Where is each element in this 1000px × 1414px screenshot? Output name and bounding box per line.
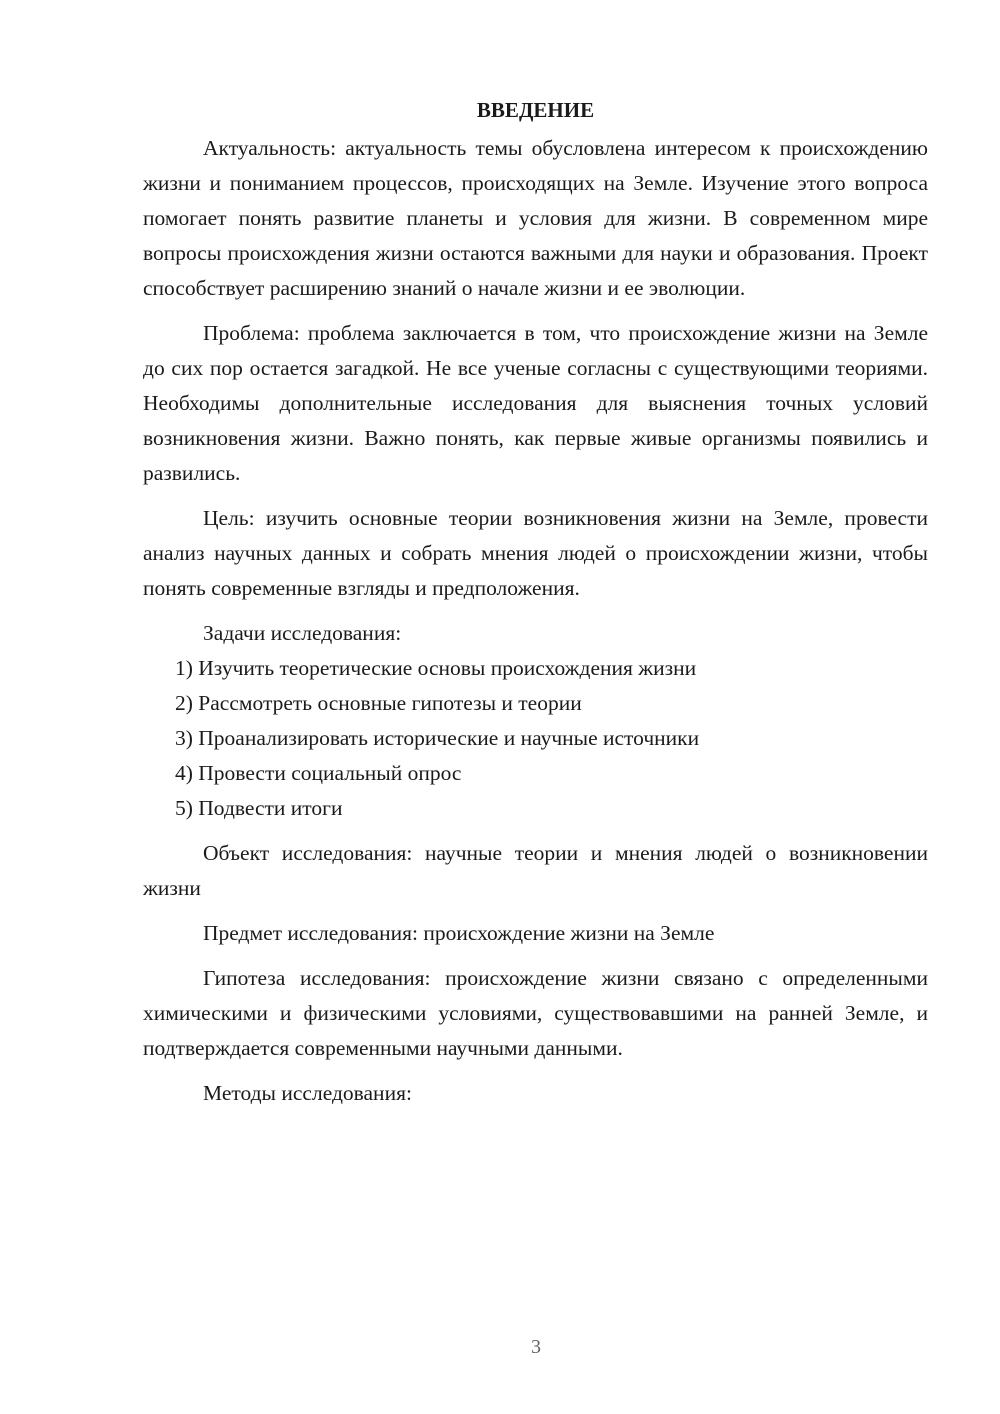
task-item: 3) Проанализировать исторические и научные источники — [175, 726, 700, 750]
methods-heading: Методы исследования: — [203, 1081, 412, 1105]
document-page — [143, 90, 928, 1111]
task-item: 1) Изучить теоретические основы происхождения жизни — [175, 656, 697, 680]
page-title: ВВЕДЕНИЕ — [476, 98, 595, 122]
task-item: 5) Подвести итоги — [175, 796, 343, 820]
object-paragraph: Объект исследования: научные теории и мнения людей о возникновении жизни — [143, 841, 928, 900]
hypothesis-paragraph: Гипотеза исследования: происхождение жизни связано с определенными химическими и физическими условиями, существовавшими на ранней Земле, и подтверждается современными научными данными. — [143, 966, 928, 1060]
problem-paragraph: Проблема: проблема заключается в том, что происхождение жизни на Земле до сих пор остается загадкой. Не все ученые согласны с существующими теориями. Необходимы дополнительные исследования для выяснения точных условий возникновения жизни. Важно понять, как первые живые организмы появились и развились. — [143, 321, 928, 485]
page-number: 3 — [531, 1336, 541, 1358]
task-item: 4) Провести социальный опрос — [175, 761, 462, 785]
subject-paragraph: Предмет исследования: происхождение жизни на Земле — [203, 921, 715, 945]
tasks-heading: Задачи исследования: — [203, 621, 402, 645]
task-item: 2) Рассмотреть основные гипотезы и теории — [175, 691, 582, 715]
goal-paragraph: Цель: изучить основные теории возникновения жизни на Земле, провести анализ научных данных и собрать мнения людей о происхождении жизни, чтобы понять современные взгляды и предположения. — [143, 506, 928, 600]
relevance-paragraph: Актуальность: актуальность темы обусловлена интересом к происхождению жизни и пониманием процессов, происходящих на Земле. Изучение этого вопроса помогает понять развитие планеты и условия для жизни. В современном мире вопросы происхождения жизни остаются важными для науки и образования. Проект способствует расширению знаний о начале жизни и ее эволюции. — [143, 136, 928, 300]
tasks-list — [143, 651, 928, 826]
